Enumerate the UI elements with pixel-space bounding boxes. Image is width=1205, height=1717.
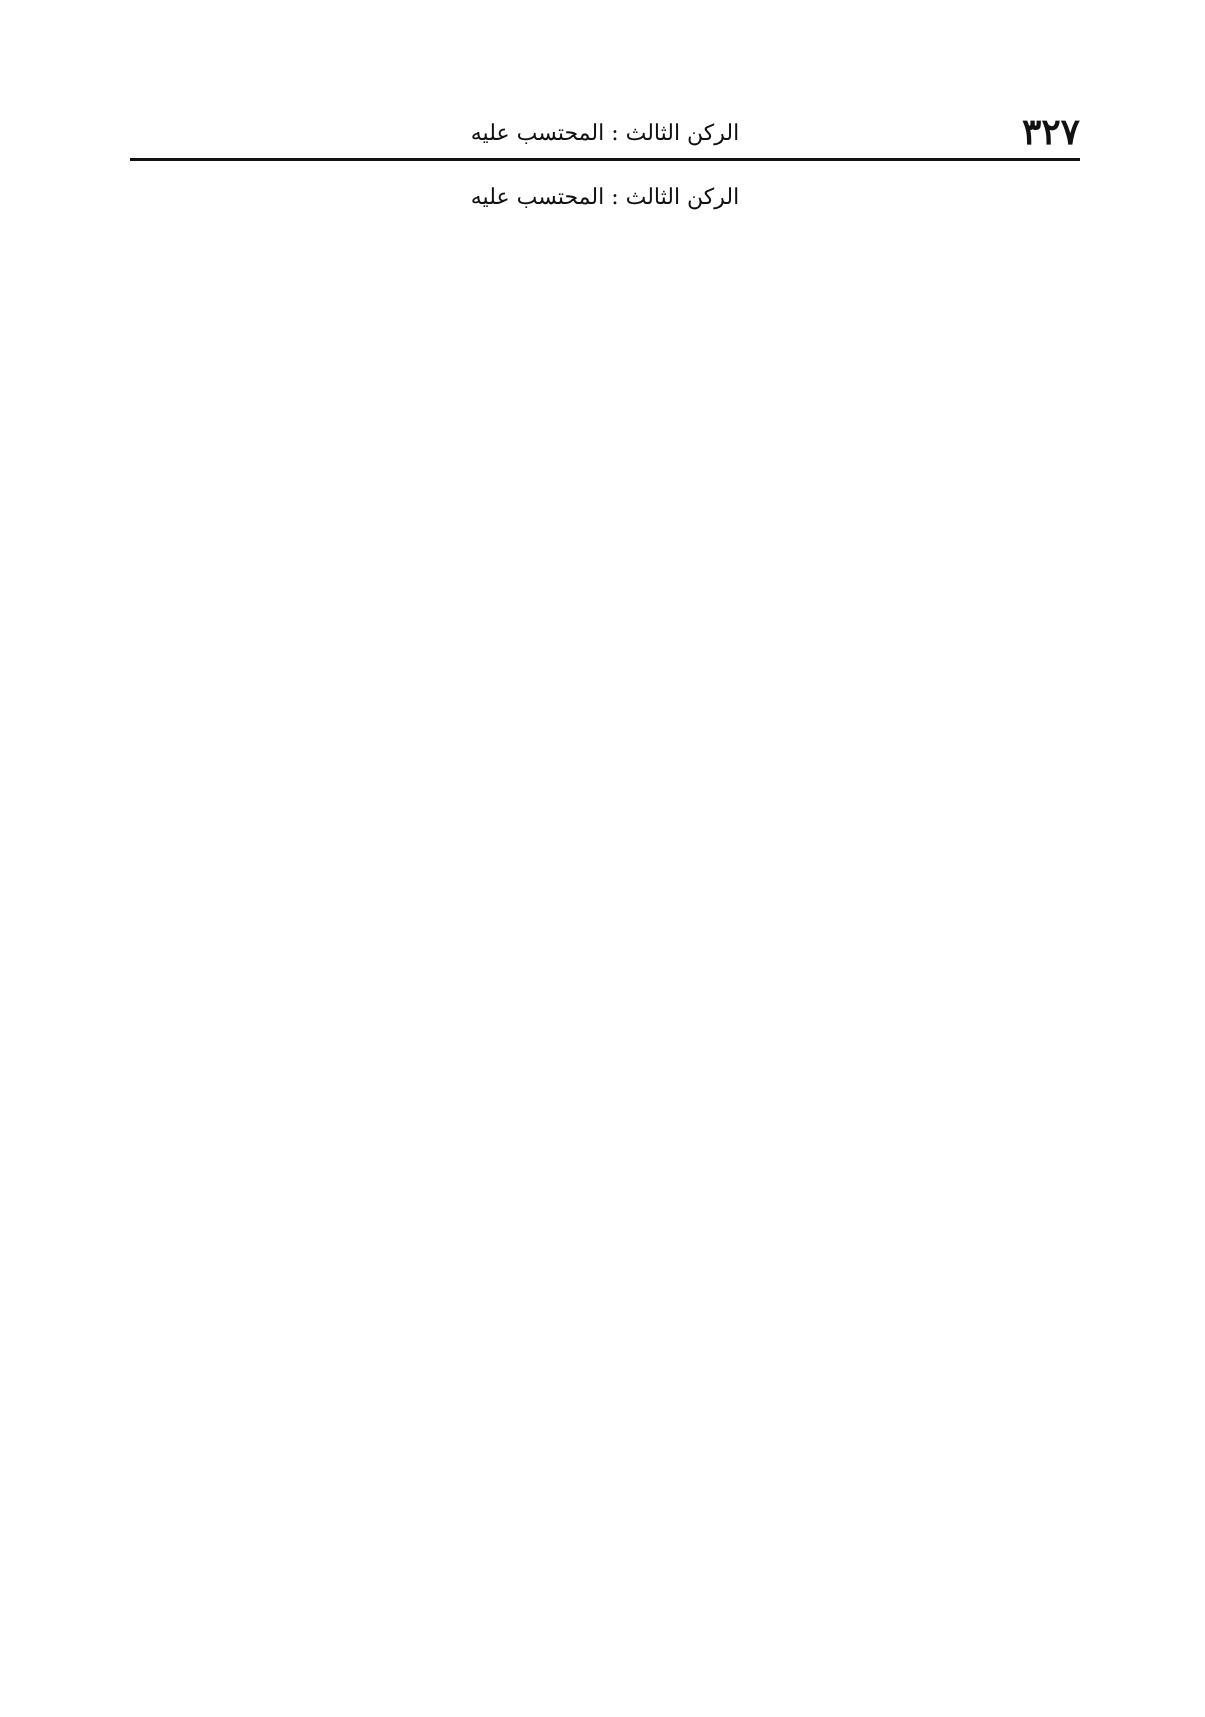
running-header bbox=[130, 108, 1080, 156]
section-heading: الركن الثالث : المحتسب عليه bbox=[470, 185, 740, 210]
header-rule bbox=[130, 158, 1080, 161]
running-title: الركن الثالث : المحتسب عليه bbox=[470, 121, 740, 146]
page-number: ٣٢٧ bbox=[1021, 111, 1080, 153]
body-text bbox=[130, 170, 1080, 228]
